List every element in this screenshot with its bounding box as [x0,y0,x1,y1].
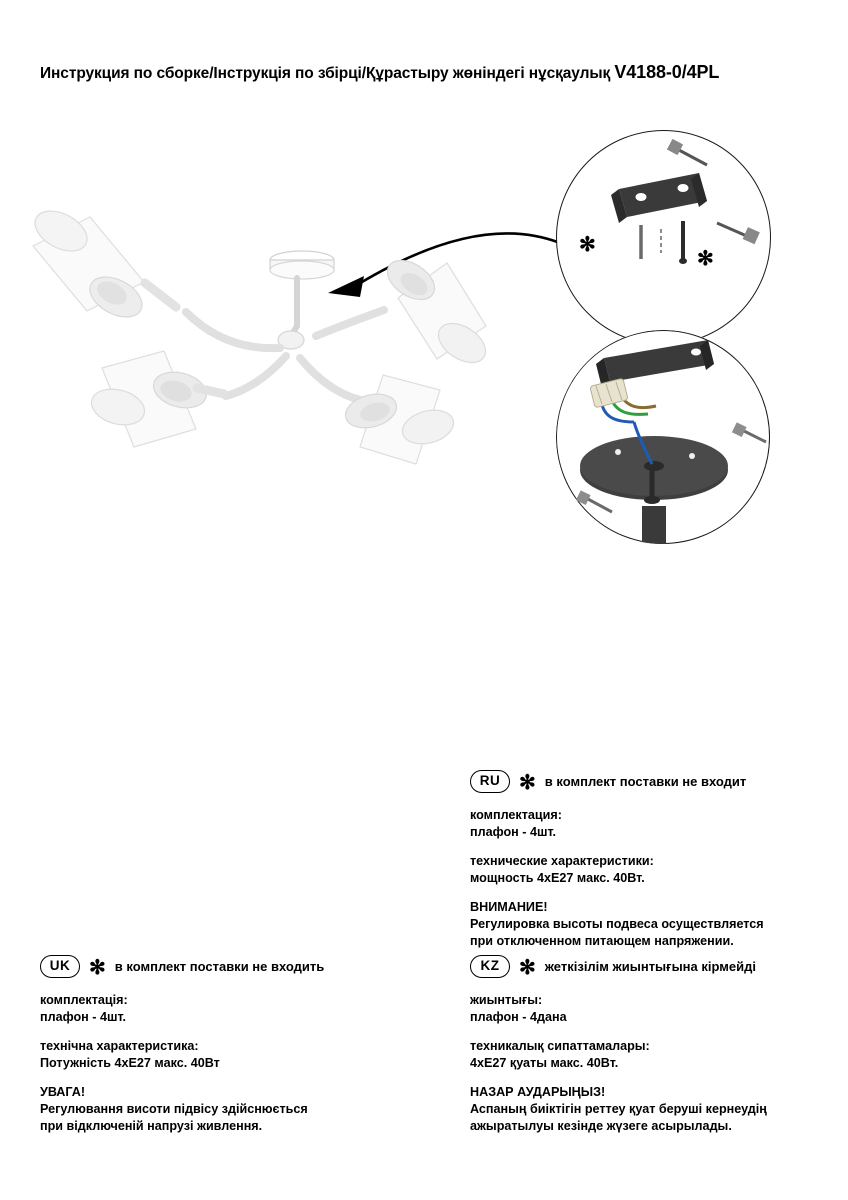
asterisk-mark: ✻ [697,248,714,270]
language-block-ru [470,770,830,962]
page-title-text: Инструкция по сборке/Інструкція по збірці/Құрастыру жөніндегі нұсқаулық [40,65,611,82]
kit-value: плафон - 4шт. [470,825,557,839]
warning-uk [40,1084,420,1135]
language-badge-kz: KZ [470,955,510,978]
screw-icon [717,223,760,244]
warning-line-2: ажыратылуы кезінде жүзеге асырылады. [470,1119,732,1133]
warning-title: УВАГА! [40,1085,86,1099]
warning-title: ВНИМАНИЕ! [470,900,548,914]
specs-uk [40,1038,420,1072]
kit-contents-ru [470,807,830,841]
illustration-area [0,100,848,520]
warning-line-1: Аспаның биіктігін реттеу қуат беруші кернеудің [470,1102,767,1116]
specs-value: мощность 4хЕ27 макс. 40Вт. [470,871,645,885]
specs-value: Потужність 4хЕ27 макс. 40Вт [40,1056,220,1070]
kit-label: жиынтығы: [470,993,543,1007]
language-block-uk [40,955,420,1147]
language-header-kz [470,955,830,978]
lamp-shade [380,252,492,370]
lamp-shade [342,375,458,464]
specs-value: 4хЕ27 қуаты макс. 40Вт. [470,1056,619,1070]
detail-bracket-circle [556,130,771,345]
kit-label: комплектація: [40,993,128,1007]
specs-ru [470,853,830,887]
language-badge-ru: RU [470,770,510,793]
asterisk-icon: ✻ [519,956,536,979]
language-badge-uk: UK [40,955,80,978]
dowel-icon [641,221,687,264]
specs-kz [470,1038,830,1072]
detail-wiring-circle [556,330,771,545]
not-included-note-kz: жеткізілім жиынтығына кірмейді [544,958,756,974]
not-included-note-ru: в комплект поставки не входит [544,773,747,789]
kit-contents-uk [40,992,420,1026]
language-header-uk [40,955,420,978]
mounting-bracket-icon [611,173,707,223]
lamp-drawing [28,203,492,464]
kit-value: плафон - 4шт. [40,1010,127,1024]
not-included-note-uk: в комплект поставки не входить [114,958,325,974]
asterisk-icon: ✻ [89,956,106,979]
specs-label: техникалық сипаттамалары: [470,1039,650,1053]
screw-icon [667,139,707,165]
kit-label: комплектация: [470,808,562,822]
specs-label: технічна характеристика: [40,1039,199,1053]
asterisk-mark: ✻ [579,234,596,256]
kit-value: плафон - 4дана [470,1010,567,1024]
warning-title: НАЗАР АУДАРЫҢЫЗ! [470,1085,606,1099]
warning-kz [470,1084,830,1135]
language-block-kz [470,955,830,1147]
model-number: V4188-0/4PL [614,62,720,82]
lamp-shade [28,203,176,325]
page-title [40,62,820,83]
warning-line-1: Регулювання висоти підвісу здійснюється [40,1102,308,1116]
kit-contents-kz [470,992,830,1026]
warning-line-2: при відключеній напрузі живлення. [40,1119,263,1133]
language-header-ru [470,770,830,793]
asterisk-icon: ✻ [519,771,536,794]
warning-line-2: при отключенном питающем напряжении. [470,934,734,948]
warning-line-1: Регулировка высоты подвеса осуществляется [470,917,764,931]
lamp-shade [88,351,224,447]
specs-label: технические характеристики: [470,854,654,868]
warning-ru [470,899,830,950]
